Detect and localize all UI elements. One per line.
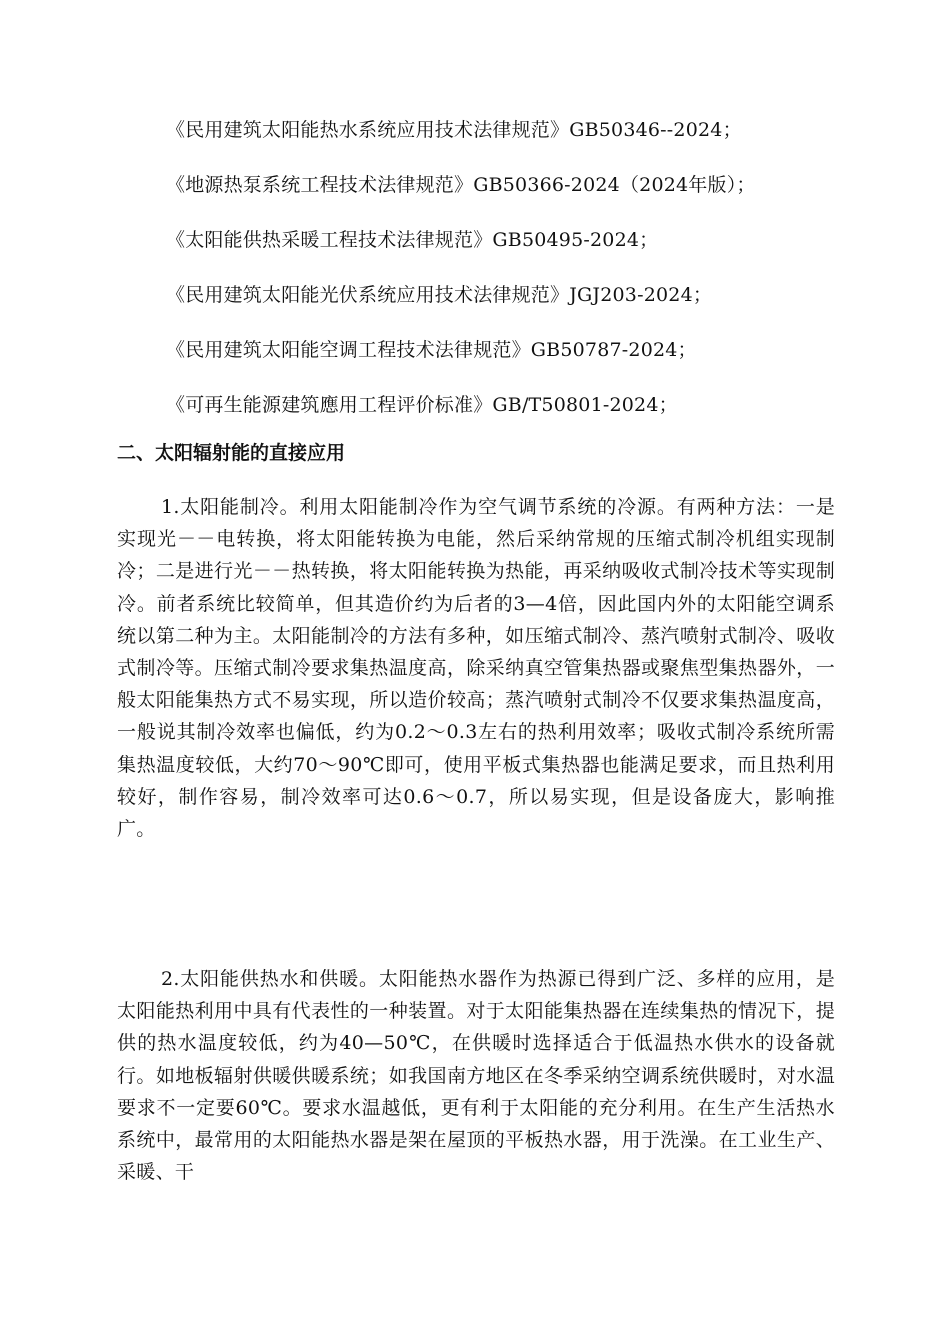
section-heading: 二、太阳辐射能的直接应用 xyxy=(117,442,346,464)
standard-item: 《可再生能源建筑應用工程评价标准》GB/T50801-2024； xyxy=(166,394,678,416)
standard-item: 《民用建筑太阳能空调工程技术法律规范》GB50787-2024； xyxy=(166,339,697,361)
paragraph-solar-cooling: 1.太阳能制冷。利用太阳能制冷作为空气调节系统的冷源。有两种方法：一是实现光－－电转换，将太阳能转换为电能，然后采纳常规的压缩式制冷机组实现制冷；二是进行光－－热转换，将太阳能转换为热能，再采纳吸收式制冷技术等实现制冷。前者系统比较简单，但其造价约为后者的3—4倍，因此国内外的太阳能空调系统以第二种为主。太阳能制冷的方法有多种，如压缩式制冷、蒸汽喷射式制冷、吸收式制冷等。压缩式制冷要求集热温度高，除采纳真空管集热器或聚焦型集热器外，一般太阳能集热方式不易实现，所以造价较高；蒸汽喷射式制冷不仅要求集热温度高，一般说其制冷效率也偏低，约为0.2～0.3左右的热利用效率；吸收式制冷系统所需集热温度较低，大约70～90℃即可，使用平板式集热器也能满足要求，而且热利用较好，制作容易，制冷效率可达0.6～0.7，所以易实现，但是设备庞大，影响推广。 xyxy=(117,496,835,841)
standards-list xyxy=(166,114,866,444)
paragraph-solar-heating: 2.太阳能供热水和供暖。太阳能热水器作为热源已得到广泛、多样的应用，是太阳能热利用中具有代表性的一种装置。对于太阳能集热器在连续集热的情况下，提供的热水温度较低，约为40—50℃，在供暖时选择适合于低温热水供水的设备就行。如地板辐射供暖供暖系统；如我国南方地区在冬季采纳空调系统供暖时，对水温要求不一定要60℃。要求水温越低，更有利于太阳能的充分利用。在生产生活热水系统中，最常用的太阳能热水器是架在屋顶的平板热水器，用于洗澡。在工业生产、采暖、干 xyxy=(117,968,835,1184)
standard-item: 《太阳能供热采暖工程技术法律规范》GB50495-2024； xyxy=(166,229,659,251)
standard-item: 《民用建筑太阳能热水系统应用技术法律规范》GB50346--2024； xyxy=(166,119,742,141)
standard-item: 《民用建筑太阳能光伏系统应用技术法律规范》JGJ203-2024； xyxy=(166,284,713,306)
standard-item: 《地源热泵系统工程技术法律规范》GB50366-2024（2024年版）； xyxy=(166,174,756,196)
